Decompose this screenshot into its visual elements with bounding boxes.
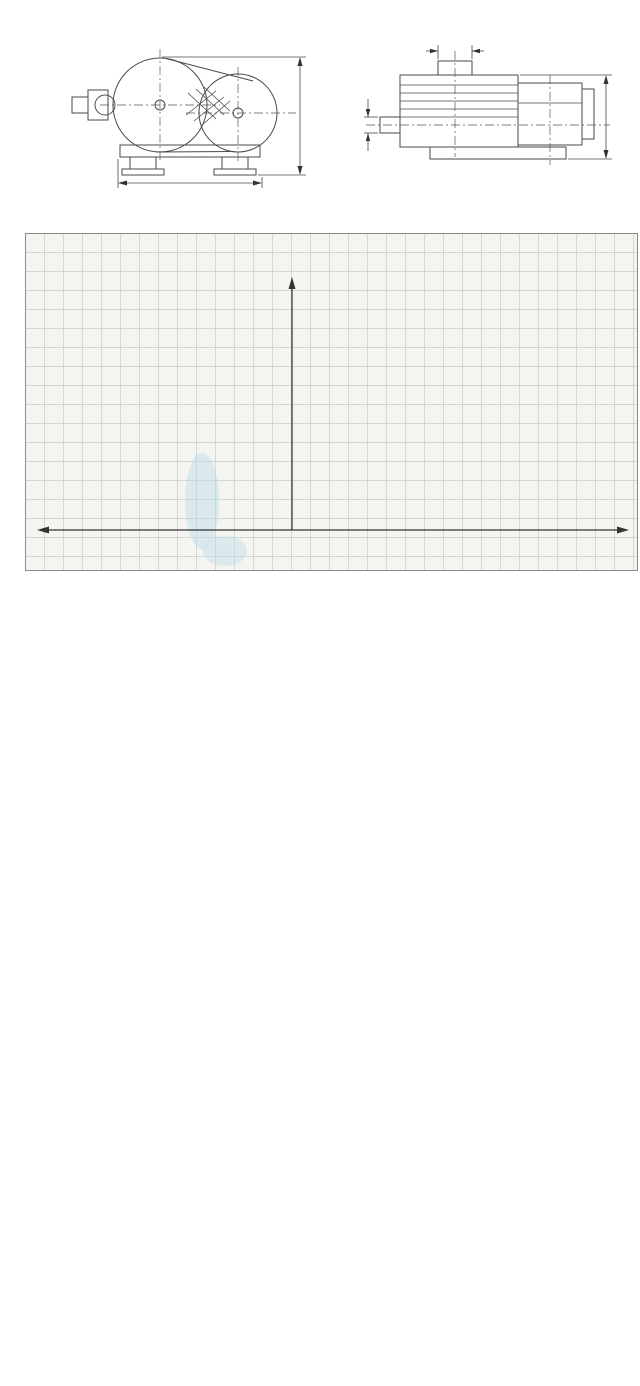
pump-dimension-drawing [10, 35, 630, 195]
scan-stain [185, 453, 219, 549]
performance-curve-chart [25, 233, 638, 571]
page-header [0, 0, 640, 4]
